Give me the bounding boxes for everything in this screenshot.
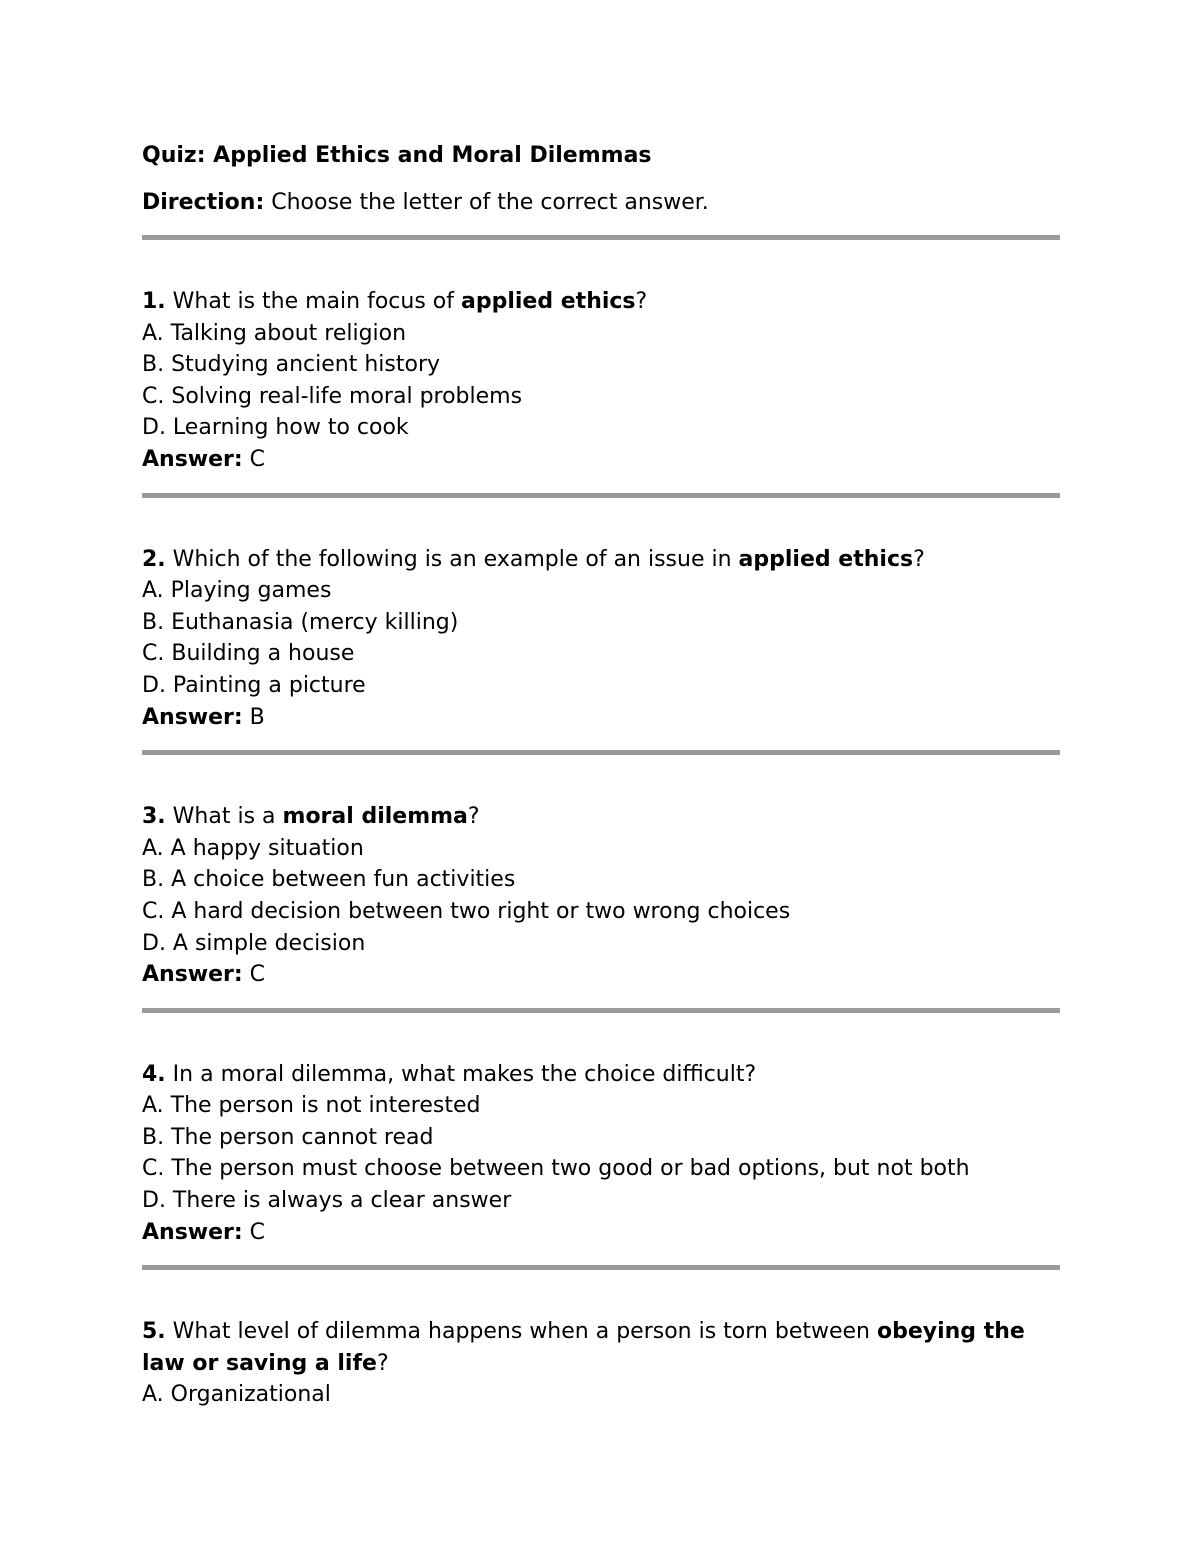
question-keyword: moral dilemma <box>282 804 468 830</box>
answer-label: Answer: <box>142 1219 243 1245</box>
question-2-stem <box>142 544 1060 576</box>
answer-line <box>142 1217 1060 1249</box>
question-number: 4. <box>142 1061 166 1087</box>
option-a: A. Talking about religion <box>142 320 407 346</box>
question-number: 1. <box>142 289 166 314</box>
divider <box>142 493 1060 498</box>
question-4-stem <box>142 1059 1060 1091</box>
direction-label: Direction: <box>142 190 265 215</box>
divider <box>142 235 1060 240</box>
option-d: D. Painting a picture <box>142 672 366 698</box>
answer-value: C <box>242 962 266 988</box>
question-1-stem <box>142 286 1060 318</box>
question-keyword: obeying the law or saving a life <box>142 1319 1025 1376</box>
option-a: A. Playing games <box>142 578 332 604</box>
question-number: 3. <box>142 804 166 830</box>
answer-line <box>142 702 1060 734</box>
question-text: Which of the following is an example of an issue in <box>165 546 739 572</box>
direction-line <box>142 187 1060 219</box>
answer-line <box>142 444 1060 476</box>
divider <box>142 1265 1060 1270</box>
quiz-title: Quiz: Applied Ethics and Moral Dilemmas <box>142 143 652 168</box>
question-punct: ? <box>376 1350 389 1376</box>
answer-value: B <box>242 704 265 730</box>
option-a: A. Organizational <box>142 1382 331 1408</box>
question-keyword: applied ethics <box>461 289 636 314</box>
question-text: What level of dilemma happens when a person is torn between <box>165 1319 877 1345</box>
question-5-stem <box>142 1316 1060 1379</box>
option-a: A. The person is not interested <box>142 1093 481 1119</box>
answer-label: Answer: <box>142 962 243 988</box>
question-number: 2. <box>142 546 166 572</box>
option-d: D. A simple decision <box>142 930 366 956</box>
answer-line <box>142 959 1060 991</box>
question-4 <box>142 1059 1060 1249</box>
question-punct: ? <box>467 804 480 830</box>
question-text: What is the main focus of <box>165 289 461 314</box>
divider <box>142 1008 1060 1013</box>
option-a: A. A happy situation <box>142 835 364 861</box>
direction-text: Choose the letter of the correct answer. <box>264 190 709 215</box>
question-3-stem <box>142 801 1060 833</box>
question-1 <box>142 286 1060 476</box>
option-c: C. Building a house <box>142 641 355 667</box>
answer-label: Answer: <box>142 704 243 730</box>
option-c: C. The person must choose between two good or bad options, but not both <box>142 1156 970 1182</box>
question-keyword: applied ethics <box>738 546 914 572</box>
question-number: 5. <box>142 1319 166 1345</box>
divider <box>142 750 1060 755</box>
question-punct: ? <box>635 289 648 314</box>
question-2 <box>142 544 1060 734</box>
option-d: D. There is always a clear answer <box>142 1188 512 1214</box>
option-b: B. The person cannot read <box>142 1124 434 1150</box>
option-b: B. A choice between fun activities <box>142 867 516 893</box>
answer-value: C <box>242 446 266 472</box>
question-text: What is a <box>165 804 283 830</box>
option-d: D. Learning how to cook <box>142 415 409 441</box>
question-5 <box>142 1316 1060 1411</box>
question-punct: ? <box>913 546 925 572</box>
option-c: C. A hard decision between two right or two wrong choices <box>142 898 791 924</box>
quiz-page <box>142 140 1060 1411</box>
answer-label: Answer: <box>142 446 243 472</box>
option-b: B. Euthanasia (mercy killing) <box>142 609 459 635</box>
option-c: C. Solving real-life moral problems <box>142 383 523 409</box>
question-3 <box>142 801 1060 991</box>
question-text: In a moral dilemma, what makes the choice difficult? <box>165 1061 757 1087</box>
answer-value: C <box>242 1219 266 1245</box>
option-b: B. Studying ancient history <box>142 352 441 378</box>
